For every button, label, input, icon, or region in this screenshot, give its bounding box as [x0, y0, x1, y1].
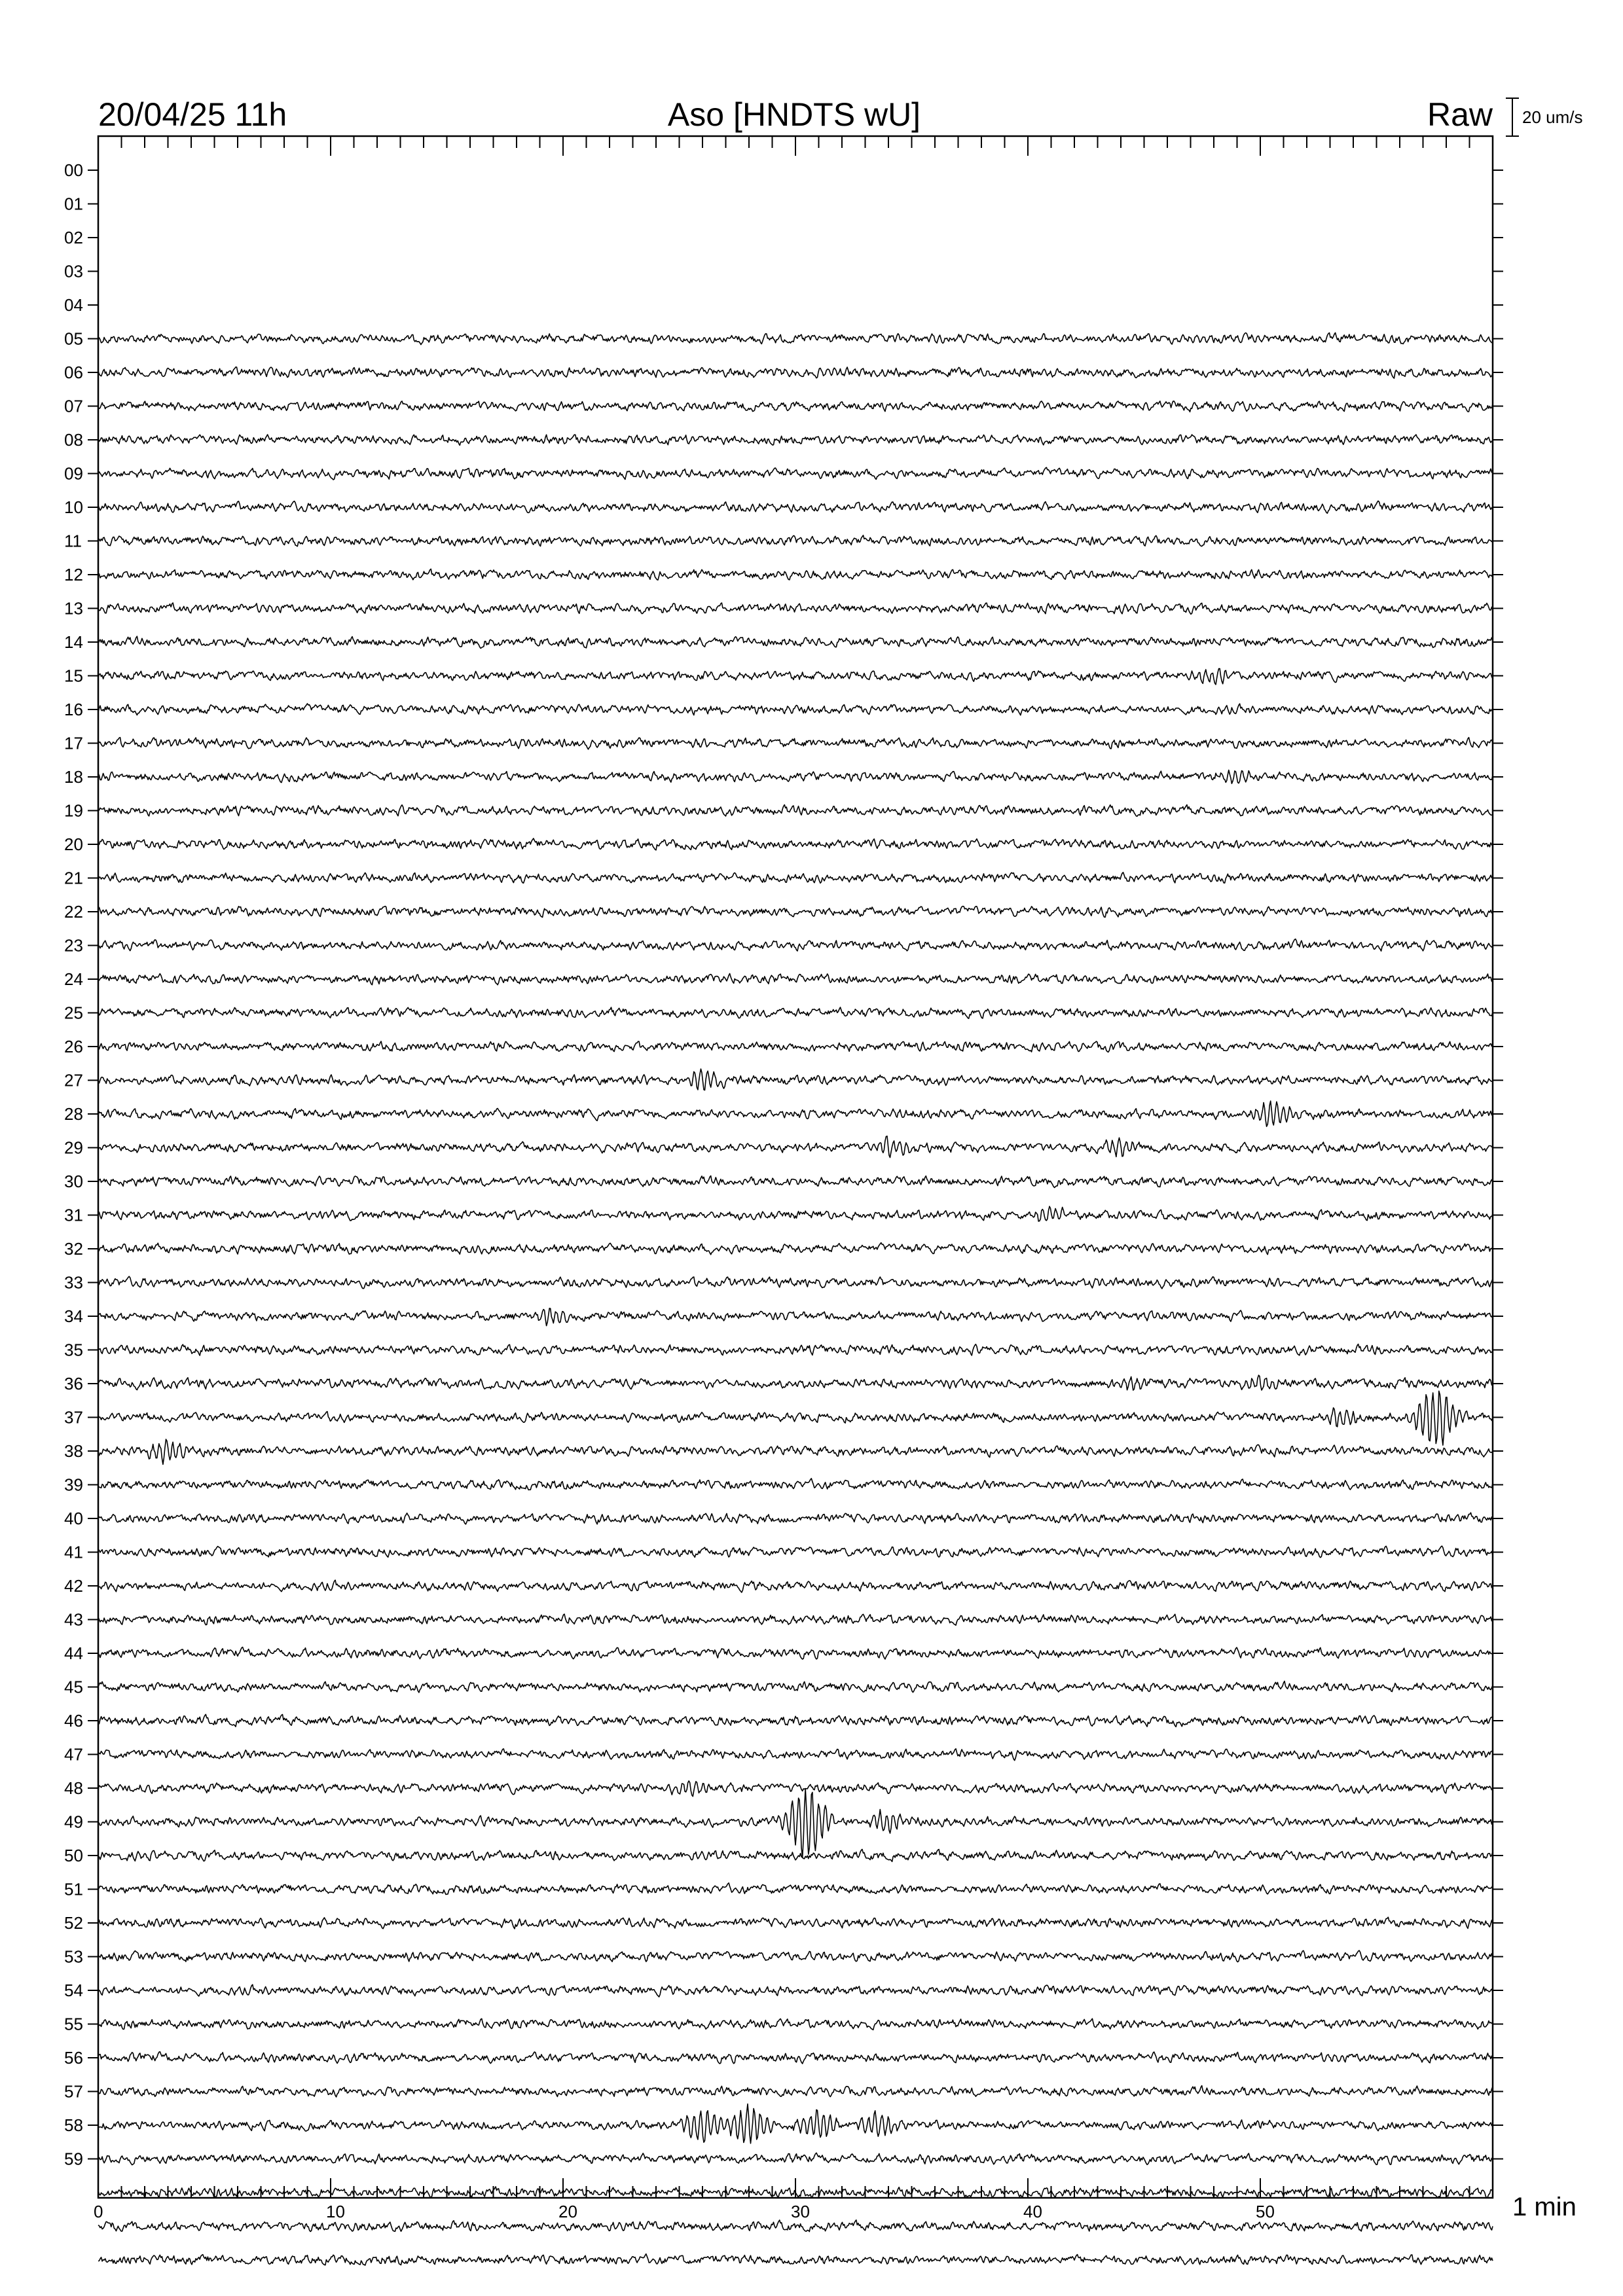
row-label-24: 24 — [64, 969, 83, 989]
row-label-39: 39 — [64, 1475, 83, 1495]
row-label-14: 14 — [64, 632, 83, 652]
trace-row-6 — [98, 367, 1493, 378]
x-tick-label-0: 0 — [94, 2202, 103, 2221]
trace-row-59 — [98, 2153, 1493, 2164]
trace-row-41 — [98, 1546, 1493, 1558]
row-label-47: 47 — [64, 1744, 83, 1765]
trace-row-5 — [98, 332, 1493, 344]
trace-row-39 — [98, 1479, 1493, 1490]
row-label-04: 04 — [64, 295, 83, 315]
row-label-28: 28 — [64, 1104, 83, 1124]
trace-row-26 — [98, 1041, 1493, 1052]
trace-row-44 — [98, 1647, 1493, 1659]
x-tick-label-20: 20 — [558, 2202, 577, 2221]
row-label-02: 02 — [64, 228, 83, 247]
row-label-23: 23 — [64, 935, 83, 956]
row-label-35: 35 — [64, 1340, 83, 1360]
trace-row-58 — [98, 2104, 1493, 2144]
row-label-19: 19 — [64, 800, 83, 821]
row-label-15: 15 — [64, 666, 83, 686]
plot-frame — [98, 136, 1493, 2198]
row-label-58: 58 — [64, 2115, 83, 2135]
row-label-20: 20 — [64, 834, 83, 854]
trace-row-37 — [98, 1391, 1493, 1445]
row-label-34: 34 — [64, 1306, 83, 1326]
trace-row-42 — [98, 1580, 1493, 1592]
trace-row-57 — [98, 2086, 1493, 2097]
seismic-traces — [98, 332, 1493, 2265]
row-label-10: 10 — [64, 497, 83, 517]
row-label-05: 05 — [64, 329, 83, 349]
row-label-45: 45 — [64, 1677, 83, 1697]
row-label-41: 41 — [64, 1542, 83, 1562]
row-label-06: 06 — [64, 363, 83, 382]
row-label-00: 00 — [64, 160, 83, 180]
row-label-29: 29 — [64, 1138, 83, 1158]
row-label-08: 08 — [64, 430, 83, 450]
trace-row-8 — [98, 435, 1493, 445]
row-label-55: 55 — [64, 2014, 83, 2034]
trace-row-50 — [98, 1850, 1493, 1862]
trace-row-29 — [98, 1136, 1493, 1158]
row-label-57: 57 — [64, 2081, 83, 2102]
trace-row-14 — [98, 636, 1493, 648]
trace-row-55 — [98, 2018, 1493, 2030]
row-label-40: 40 — [64, 1509, 83, 1528]
row-label-43: 43 — [64, 1609, 83, 1630]
trace-row-48 — [98, 1781, 1493, 1797]
row-label-54: 54 — [64, 1981, 83, 2000]
trace-row-47 — [98, 1749, 1493, 1761]
trace-row-56 — [98, 2052, 1493, 2064]
trace-row-62 — [98, 2254, 1493, 2265]
row-label-36: 36 — [64, 1374, 83, 1393]
x-tick-label-50: 50 — [1256, 2202, 1275, 2221]
trace-row-32 — [98, 1243, 1493, 1255]
row-label-12: 12 — [64, 565, 83, 584]
trace-row-17 — [98, 738, 1493, 749]
trace-row-30 — [98, 1176, 1493, 1188]
row-label-27: 27 — [64, 1070, 83, 1090]
row-label-44: 44 — [64, 1643, 83, 1663]
row-label-53: 53 — [64, 1946, 83, 1967]
row-label-01: 01 — [64, 194, 83, 214]
trace-row-28 — [98, 1101, 1493, 1126]
datetime-label: 20/04/25 11h — [98, 96, 287, 133]
minute-ticks — [98, 136, 1493, 2198]
x-tick-label-10: 10 — [326, 2202, 345, 2221]
trace-row-49 — [98, 1789, 1493, 1858]
row-label-33: 33 — [64, 1272, 83, 1293]
trace-row-61 — [98, 2220, 1493, 2232]
trace-row-51 — [98, 1883, 1493, 1895]
row-label-21: 21 — [64, 868, 83, 888]
trace-row-18 — [98, 770, 1493, 784]
trace-row-54 — [98, 1984, 1493, 1997]
trace-row-24 — [98, 974, 1493, 985]
trace-row-27 — [98, 1069, 1493, 1090]
row-label-42: 42 — [64, 1576, 83, 1596]
row-label-38: 38 — [64, 1441, 83, 1461]
trace-row-13 — [98, 603, 1493, 614]
trace-row-21 — [98, 872, 1493, 884]
row-label-48: 48 — [64, 1778, 83, 1798]
row-label-59: 59 — [64, 2149, 83, 2169]
trace-row-16 — [98, 704, 1493, 715]
row-label-46: 46 — [64, 1711, 83, 1731]
trace-row-11 — [98, 535, 1493, 547]
trace-row-33 — [98, 1276, 1493, 1289]
trace-row-36 — [98, 1375, 1493, 1390]
row-label-03: 03 — [64, 261, 83, 281]
trace-row-9 — [98, 467, 1493, 480]
trace-row-19 — [98, 805, 1493, 817]
row-label-56: 56 — [64, 2048, 83, 2068]
row-label-49: 49 — [64, 1812, 83, 1832]
row-label-13: 13 — [64, 598, 83, 619]
row-label-26: 26 — [64, 1037, 83, 1056]
row-label-18: 18 — [64, 767, 83, 787]
row-label-17: 17 — [64, 733, 83, 753]
row-label-30: 30 — [64, 1172, 83, 1191]
row-label-51: 51 — [64, 1879, 83, 1899]
row-label-31: 31 — [64, 1205, 83, 1225]
row-label-16: 16 — [64, 700, 83, 719]
row-label-11: 11 — [64, 531, 82, 551]
trace-row-31 — [98, 1206, 1493, 1221]
trace-row-22 — [98, 906, 1493, 918]
row-label-09: 09 — [64, 463, 83, 484]
row-label-50: 50 — [64, 1846, 83, 1865]
row-labels — [64, 160, 1503, 2169]
scale-bar — [1506, 98, 1583, 136]
trace-row-20 — [98, 838, 1493, 850]
station-title: Aso [HNDTS wU] — [667, 96, 921, 133]
x-tick-label-40: 40 — [1023, 2202, 1042, 2221]
trace-row-52 — [98, 1917, 1493, 1929]
trace-row-53 — [98, 1950, 1493, 1962]
trace-row-40 — [98, 1513, 1493, 1524]
trace-row-23 — [98, 939, 1493, 951]
scale-label: 20 um/s — [1522, 107, 1583, 127]
trace-row-38 — [98, 1439, 1493, 1464]
row-label-22: 22 — [64, 902, 83, 922]
x-unit-label: 1 min — [1512, 2193, 1577, 2221]
x-axis-labels — [94, 2202, 1275, 2221]
trace-row-46 — [98, 1714, 1493, 1727]
trace-row-12 — [98, 569, 1493, 580]
filter-label: Raw — [1427, 96, 1493, 133]
trace-row-34 — [98, 1308, 1493, 1326]
row-label-25: 25 — [64, 1003, 83, 1023]
row-label-07: 07 — [64, 396, 83, 416]
x-tick-label-30: 30 — [791, 2202, 810, 2221]
row-label-52: 52 — [64, 1913, 83, 1933]
trace-row-10 — [98, 501, 1493, 513]
trace-row-35 — [98, 1344, 1493, 1355]
row-label-32: 32 — [64, 1239, 83, 1259]
trace-row-15 — [98, 669, 1493, 685]
trace-row-7 — [98, 401, 1493, 412]
trace-row-43 — [98, 1614, 1493, 1625]
row-label-37: 37 — [64, 1407, 83, 1427]
trace-row-45 — [98, 1681, 1493, 1693]
trace-row-25 — [98, 1007, 1493, 1018]
